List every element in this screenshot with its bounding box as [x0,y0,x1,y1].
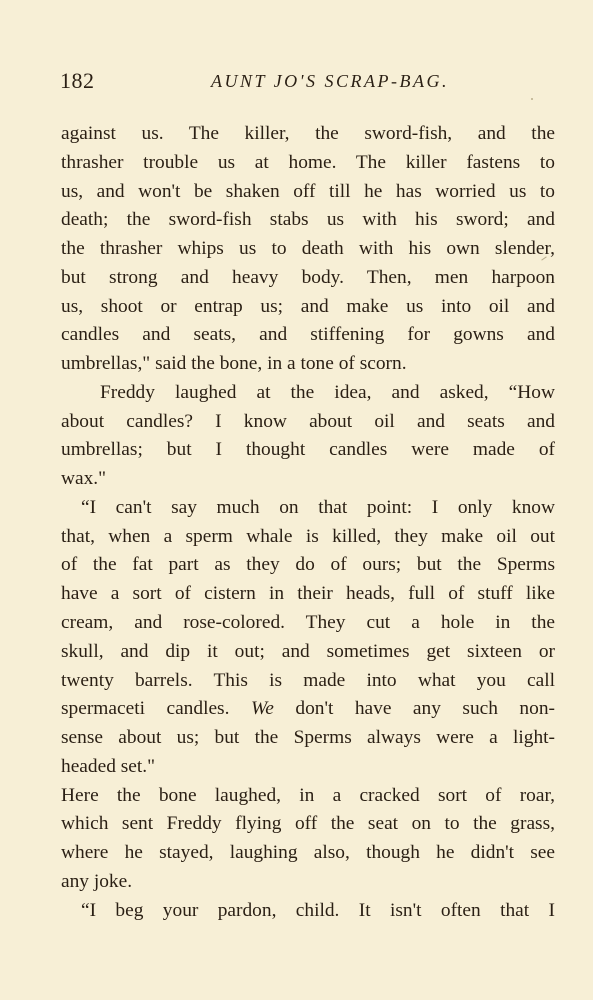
running-title: AUNT JO'S SCRAP-BAG. [211,71,449,91]
text-line [61,695,555,724]
text-line: death; the sword-fish stabs us with his sword; and [61,209,555,231]
body-text [61,120,555,925]
text-line: against us. The killer, the sword-fish, and the [61,123,555,144]
page-number: 182 [60,68,95,93]
text-line: umbrellas; but I thought candles were made of [61,439,555,461]
emphasis-word: We [250,698,274,720]
text-line: us, shoot or entrap us; and make us into oil and [61,295,555,317]
text-line: about candles? I know about oil and seats and [61,410,555,432]
text-line: sense about us; but the Sperms always were a light- [61,727,555,749]
text-line: umbrellas," said the bone, in a tone of scorn. [61,353,407,375]
running-head [60,68,555,98]
text-line: Here the bone laughed, in a cracked sort of roar, [61,784,555,806]
text-line: candles and seats, and stiffening for gowns and [61,324,555,346]
text-line: “I beg your pardon, child. It isn't often that I [81,899,555,921]
text-line: any joke. [61,870,133,892]
text-line: cream, and rose-colored. They cut a hole in the [61,612,555,634]
text-line: us, and won't be shaken off till he has worried us to [61,180,555,202]
text-line: have a sort of cistern in their heads, full of stuff like [61,583,555,605]
text-line: the thrasher whips us to death with his own slender, [61,238,555,260]
text-line: of the fat part as they do of ours; but the Sperms [61,554,555,576]
text-line: headed set." [61,755,156,777]
text-line: skull, and dip it out; and sometimes get sixteen or [61,640,555,662]
paper-speck [531,98,533,100]
text-line: thrasher trouble us at home. The killer fastens to [61,151,555,173]
text-line: but strong and heavy body. Then, men harpoon [61,266,555,288]
text-segment: don't have any such non- [295,698,555,720]
text-line: Freddy laughed at the idea, and asked, “How [100,381,555,403]
text-segment: spermaceti candles. [61,698,230,720]
text-line: which sent Freddy flying off the seat on to the grass, [61,813,555,835]
text-line: where he stayed, laughing also, though he didn't see [61,842,555,864]
text-line: that, when a sperm whale is killed, they make oil out [61,525,555,547]
text-line: twenty barrels. This is made into what you call [61,669,555,691]
text-line: “I can't say much on that point: I only know [81,496,555,518]
text-line: wax." [61,468,107,490]
